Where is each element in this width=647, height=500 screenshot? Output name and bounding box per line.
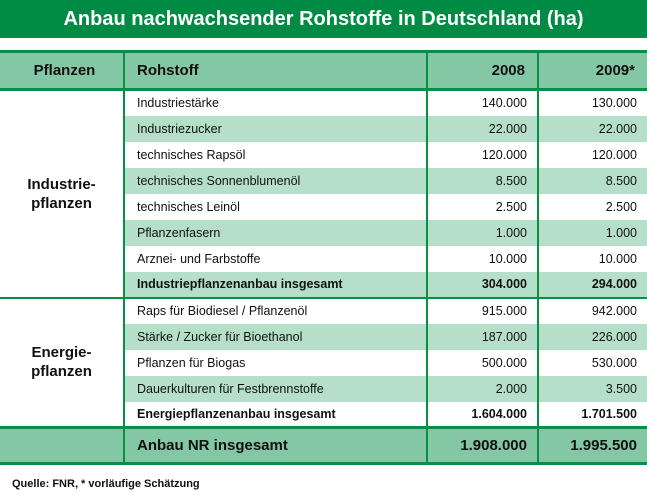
rohstoff-cell: Stärke / Zucker für Bioethanol: [124, 324, 427, 350]
value-2008-cell: 140.000: [427, 90, 538, 116]
value-2008-cell: 500.000: [427, 350, 538, 376]
rohstoff-cell: Industriestärke: [124, 90, 427, 116]
value-2008-cell: 1.000: [427, 220, 538, 246]
header-pflanzen: Pflanzen: [0, 52, 124, 90]
total-empty-cell: [0, 428, 124, 464]
value-2009-cell: 294.000: [538, 272, 647, 298]
data-table: [0, 50, 647, 465]
value-2008-cell: 10.000: [427, 246, 538, 272]
rohstoff-cell: Industriezucker: [124, 116, 427, 142]
value-2008-cell: 2.500: [427, 194, 538, 220]
total-2009: 1.995.500: [538, 428, 647, 464]
rohstoff-cell: Pflanzen für Biogas: [124, 350, 427, 376]
value-2009-cell: 942.000: [538, 298, 647, 324]
rohstoff-cell: Energiepflanzenanbau insgesamt: [124, 402, 427, 428]
header-rohstoff: Rohstoff: [124, 52, 427, 90]
total-2008: 1.908.000: [427, 428, 538, 464]
value-2009-cell: 2.500: [538, 194, 647, 220]
value-2009-cell: 3.500: [538, 376, 647, 402]
value-2009-cell: 10.000: [538, 246, 647, 272]
rohstoff-cell: Industriepflanzenanbau insgesamt: [124, 272, 427, 298]
value-2009-cell: 1.000: [538, 220, 647, 246]
value-2009-cell: 8.500: [538, 168, 647, 194]
value-2008-cell: 304.000: [427, 272, 538, 298]
value-2009-cell: 226.000: [538, 324, 647, 350]
source-note: Quelle: FNR, * vorläufige Schätzung: [12, 478, 200, 490]
value-2008-cell: 1.604.000: [427, 402, 538, 428]
value-2009-cell: 530.000: [538, 350, 647, 376]
value-2009-cell: 22.000: [538, 116, 647, 142]
rohstoff-cell: technisches Leinöl: [124, 194, 427, 220]
rohstoff-cell: Arznei- und Farbstoffe: [124, 246, 427, 272]
table-row: [0, 90, 647, 116]
group-label: Industrie- pflanzen: [0, 90, 124, 298]
table-row: [0, 298, 647, 324]
total-label: Anbau NR insgesamt: [124, 428, 427, 464]
value-2009-cell: 1.701.500: [538, 402, 647, 428]
rohstoff-cell: technisches Rapsöl: [124, 142, 427, 168]
header-2009: 2009*: [538, 52, 647, 90]
value-2008-cell: 22.000: [427, 116, 538, 142]
header-2008: 2008: [427, 52, 538, 90]
value-2008-cell: 187.000: [427, 324, 538, 350]
rohstoff-cell: Raps für Biodiesel / Pflanzenöl: [124, 298, 427, 324]
value-2009-cell: 120.000: [538, 142, 647, 168]
rohstoff-cell: technisches Sonnenblumenöl: [124, 168, 427, 194]
total-row: [0, 428, 647, 464]
value-2008-cell: 120.000: [427, 142, 538, 168]
group-label: Energie- pflanzen: [0, 298, 124, 428]
value-2008-cell: 2.000: [427, 376, 538, 402]
rohstoff-cell: Pflanzenfasern: [124, 220, 427, 246]
rohstoff-cell: Dauerkulturen für Festbrennstoffe: [124, 376, 427, 402]
value-2008-cell: 8.500: [427, 168, 538, 194]
table-title: Anbau nachwachsender Rohstoffe in Deutschland (ha): [0, 0, 647, 38]
value-2008-cell: 915.000: [427, 298, 538, 324]
value-2009-cell: 130.000: [538, 90, 647, 116]
header-row: [0, 52, 647, 90]
